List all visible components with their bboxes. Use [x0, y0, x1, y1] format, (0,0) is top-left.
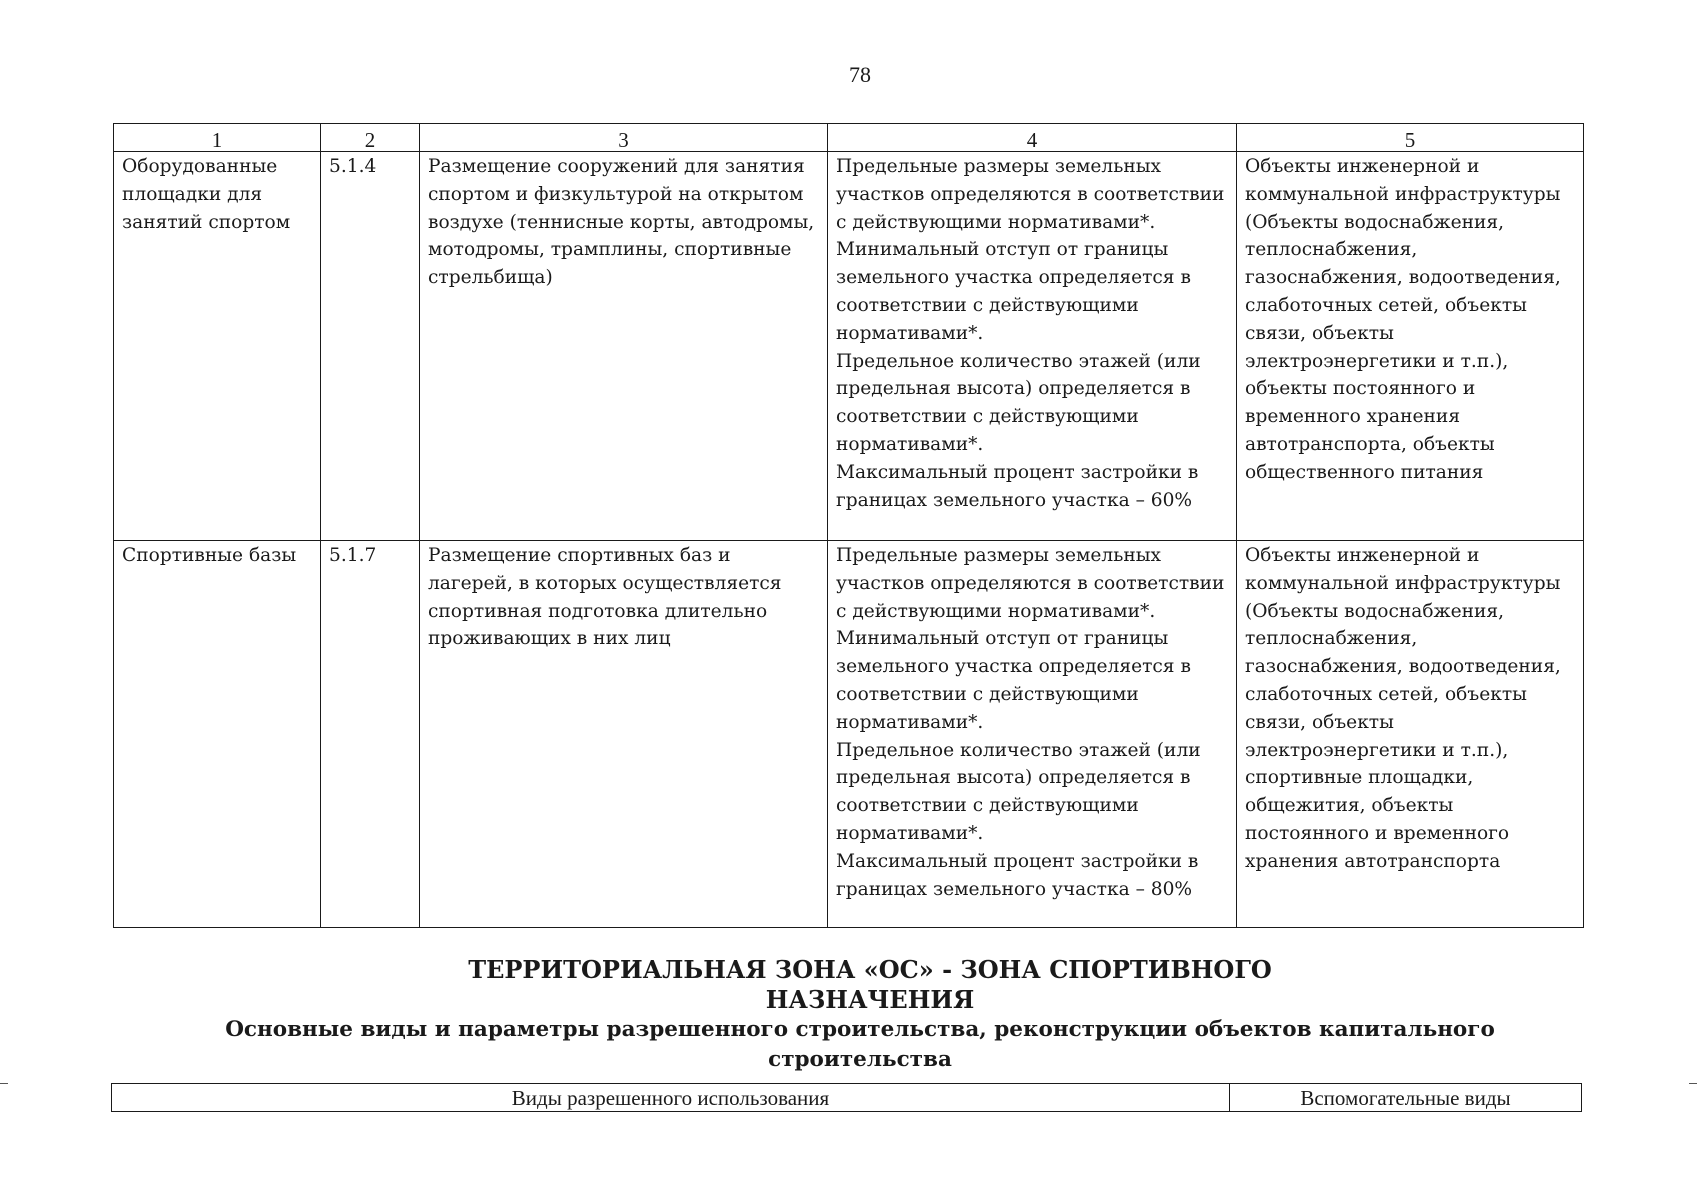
parameter-text: Максимальный процент застройки в границах земельного участка – 60% [836, 461, 1199, 511]
section-title: Основные виды и параметры разрешенного строительства, реконструкции объектов капитального строительства [225, 1017, 1495, 1072]
auxiliary-uses-cell: Объекты инженерной и коммунальной инфраструктуры (Объекты водоснабжения, теплоснабжения, газоснабжения, водоотведения, слаботочных сетей, объекты связи, объекты электроэнергетики и т.п.), спортивные площадки, общежития, объекты постоянного и временного хранения автотранспорта [1237, 541, 1584, 928]
parameter-text: Предельное количество этажей (или предельная высота) определяется в соответствии с действующими нормативами*. [836, 350, 1201, 455]
parameter-text: Предельные размеры земельных участков определяются в соответствии с действующими нормативами*. [836, 156, 1225, 233]
use-code-cell: 5.1.7 [321, 541, 420, 928]
auxiliary-uses-cell: Объекты инженерной и коммунальной инфраструктуры (Объекты водоснабжения, теплоснабжения, газоснабжения, водоотведения, слаботочных сетей, объекты связи, объекты электроэнергетики и т.п.), объекты постоянного и временного хранения автотранспорта, объекты общественного питания [1237, 152, 1584, 541]
table-header-row [114, 124, 1584, 152]
table-row [114, 541, 1584, 928]
auxiliary-uses-header: Вспомогательные виды [1230, 1084, 1582, 1112]
header-cell: 4 [828, 124, 1237, 152]
zone-title: ТЕРРИТОРИАЛЬНАЯ ЗОНА «ОС» - ЗОНА СПОРТИВНОГО НАЗНАЧЕНИЯ [468, 955, 1272, 1014]
page-number: 78 [849, 62, 871, 87]
header-cell: 5 [1237, 124, 1584, 152]
parameters-cell [828, 541, 1237, 928]
use-name-cell: Спортивные базы [114, 541, 321, 928]
header-cell: 3 [420, 124, 828, 152]
parameters-cell [828, 152, 1237, 541]
parameter-text: Предельные размеры земельных участков определяются в соответствии с действующими нормативами*. [836, 545, 1225, 622]
parameter-text: Минимальный отступ от границы земельного участка определяется в соответствии с действующими нормативами*. [836, 628, 1191, 733]
parameter-text: Предельное количество этажей (или предельная высота) определяется в соответствии с действующими нормативами*. [836, 739, 1201, 844]
use-code-cell: 5.1.4 [321, 152, 420, 541]
use-description-cell: Размещение спортивных баз и лагерей, в которых осуществляется спортивная подготовка длительно проживающих в них лиц [420, 541, 828, 928]
parameter-text: Минимальный отступ от границы земельного участка определяется в соответствии с действующими нормативами*. [836, 239, 1191, 344]
header-cell: 1 [114, 124, 321, 152]
table-row [114, 152, 1584, 541]
margin-tick-left [0, 1083, 8, 1084]
parameter-text: Максимальный процент застройки в границах земельного участка – 80% [836, 850, 1199, 900]
permitted-uses-header: Виды разрешенного использования [112, 1084, 1230, 1112]
margin-tick-right [1689, 1083, 1697, 1084]
header-cell: 2 [321, 124, 420, 152]
zoning-table [113, 123, 1584, 928]
table-header-row [112, 1084, 1582, 1112]
permitted-uses-table [111, 1083, 1582, 1112]
use-description-cell: Размещение сооружений для занятия спортом и физкультурой на открытом воздухе (теннисные корты, автодромы, мотодромы, трамплины, спортивные стрельбища) [420, 152, 828, 541]
use-name-cell: Оборудованные площадки для занятий спортом [114, 152, 321, 541]
